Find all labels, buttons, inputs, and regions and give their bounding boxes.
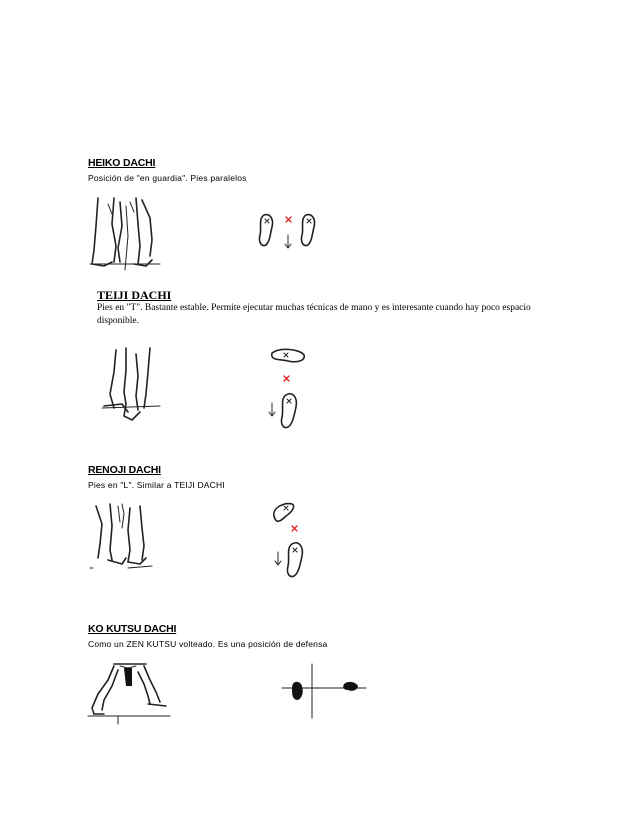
ko-kutsu-dachi-legs-figure — [88, 660, 172, 726]
section-desc-renoji-dachi: Pies en "L". Similar a TEIJI DACHI — [88, 480, 225, 490]
heiko-dachi-feet-diagram — [256, 213, 320, 253]
teiji-dachi-legs-figure — [96, 346, 166, 424]
section-title-renoji-dachi: RENOJI DACHI — [88, 464, 161, 476]
teiji-dachi-feet-diagram — [266, 345, 310, 431]
section-desc-heiko-dachi: Posición de "en guardia". Pies paralelos — [88, 173, 247, 183]
renoji-dachi-legs-figure — [88, 502, 154, 582]
section-desc-teiji-dachi: Pies en "T". Bastante estable. Permite ejecutar muchas técnicas de mano y es interesante cuando hay poco espacio disponible. — [97, 303, 531, 326]
heiko-dachi-legs-figure — [90, 196, 162, 274]
section-title-heiko-dachi: HEIKO DACHI — [88, 157, 156, 169]
section-title-ko-kutsu-dachi: KO KUTSU DACHI — [88, 623, 177, 635]
ko-kutsu-dachi-feet-diagram — [282, 662, 368, 720]
renoji-dachi-feet-diagram — [268, 500, 312, 580]
section-desc-ko-kutsu-dachi: Como un ZEN KUTSU volteado. Es una posición de defensa — [88, 639, 328, 649]
section-title-teiji-dachi: TEIJI DACHI — [97, 288, 172, 302]
